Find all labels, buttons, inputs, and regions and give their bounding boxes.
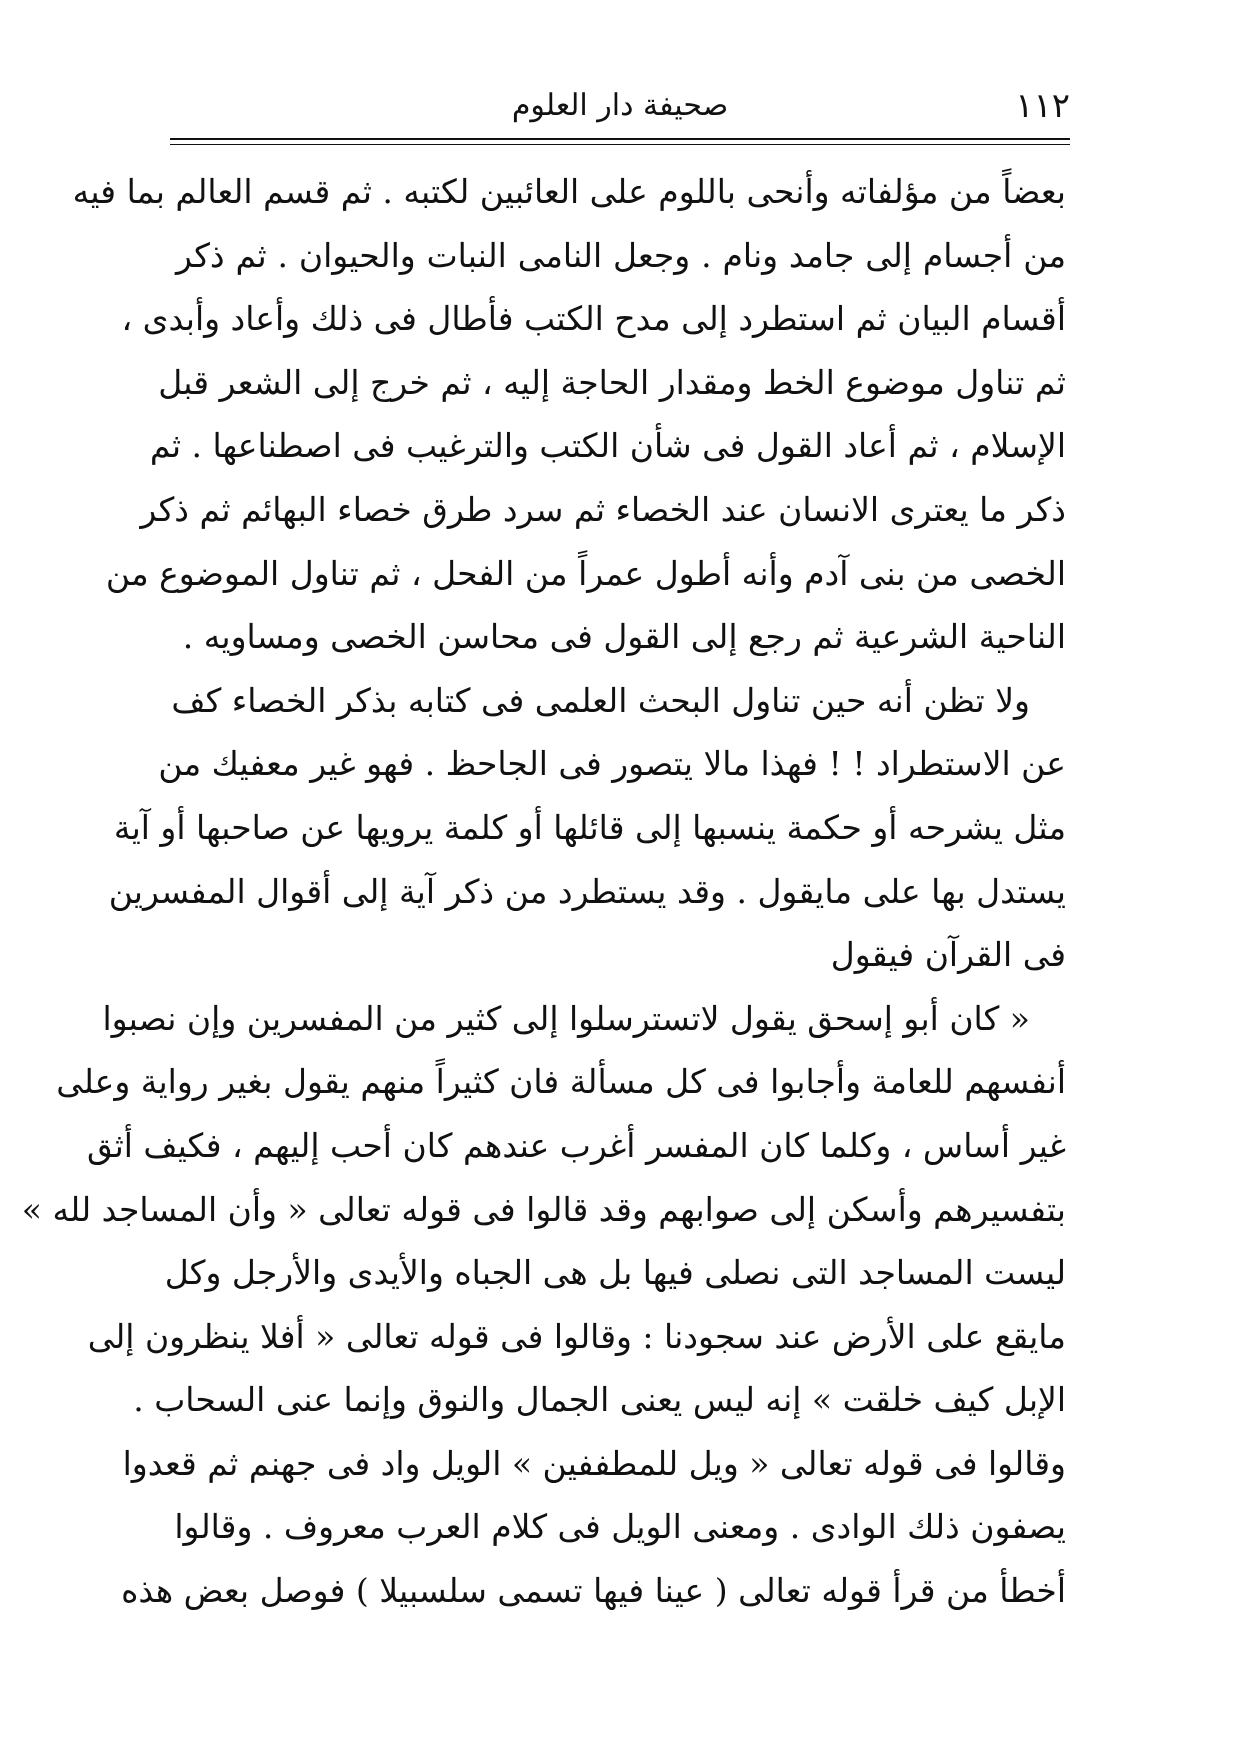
text-line: أخطأ من قرأ قوله تعالى ( عينا فيها تسمى سلسبيلا ) فوصل بعض هذه [121,1571,1066,1611]
text-line: ذكر ما يعترى الانسان عند الخصاء ثم سرد طرق خصاء البهائم ثم ذكر [140,489,1066,529]
text-line: يصفون ذلك الوادى . ومعنى الويل فى كلام العرب معروف . وقالوا [174,1507,1066,1547]
text-line: يستدل بها على مايقول . وقد يستطرد من ذكر آية إلى أقوال المفسرين [108,871,1066,911]
text-line: ثم تناول موضوع الخط ومقدار الحاجة إليه ، ثم خرج إلى الشعر قبل [158,362,1066,402]
text-line: مايقع على الأرض عند سجودنا : وقالوا فى قوله تعالى « أفلا ينظرون إلى [87,1316,1066,1356]
text-line: بتفسيرهم وأسكن إلى صوابهم وقد قالوا فى قوله تعالى « وأن المساجد لله » [21,1189,1066,1229]
page-number: ١١٢ [1015,86,1070,126]
body-text [21,160,1066,1623]
text-line: مثل يشرحه أو حكمة ينسبها إلى قائلها أو كلمة يرويها عن صاحبها أو آية [113,807,1066,847]
text-line: ليست المساجد التى نصلى فيها بل هى الجباه والأيدى والأرجل وكل [164,1253,1066,1293]
text-line: أقسام البيان ثم استطرد إلى مدح الكتب فأطال فى ذلك وأعاد وأبدى ، [121,299,1066,339]
header-rule [170,138,1070,145]
text-line: « كان أبو إسحق يقول لاتسترسلوا إلى كثير من المفسرين وإن نصبوا [102,998,1030,1038]
text-line: غير أساس ، وكلما كان المفسر أغرب عندهم كان أحب إليهم ، فكيف أثق [87,1125,1066,1165]
text-line: وقالوا فى قوله تعالى « ويل للمطففين » الويل واد فى جهنم ثم قعدوا [122,1443,1066,1483]
text-line: الإبل كيف خلقت » إنه ليس يعنى الجمال والنوق وإنما عنى السحاب . [133,1380,1066,1420]
text-line: بعضاً من مؤلفاته وأنحى باللوم على العائبين لكتبه . ثم قسم العالم بما فيه [72,172,1066,211]
text-line: الناحية الشرعية ثم رجع إلى القول فى محاسن الخصى ومساويه . [182,617,1066,657]
text-line: الخصى من بنى آدم وأنه أطول عمراً من الفحل ، ثم تناول الموضوع من [105,553,1066,593]
text-line: فى القرآن فيقول [830,935,1066,975]
running-title: صحيفة دار العلوم [511,88,729,123]
text-line: أنفسهم للعامة وأجابوا فى كل مسألة فان كثيراً منهم يقول بغير رواية وعلى [56,1062,1066,1102]
page-header [170,86,1070,136]
text-line: ولا تظن أنه حين تناول البحث العلمى فى كتابه بذكر الخصاء كف [171,680,1030,720]
text-line: الإسلام ، ثم أعاد القول فى شأن الكتب والترغيب فى اصطناعها . ثم [149,426,1066,466]
text-line: من أجسام إلى جامد ونام . وجعل النامى النبات والحيوان . ثم ذكر [176,235,1066,275]
text-line: عن الاستطراد ! ! فهذا مالا يتصور فى الجاحظ . فهو غير معفيك من [158,744,1066,784]
